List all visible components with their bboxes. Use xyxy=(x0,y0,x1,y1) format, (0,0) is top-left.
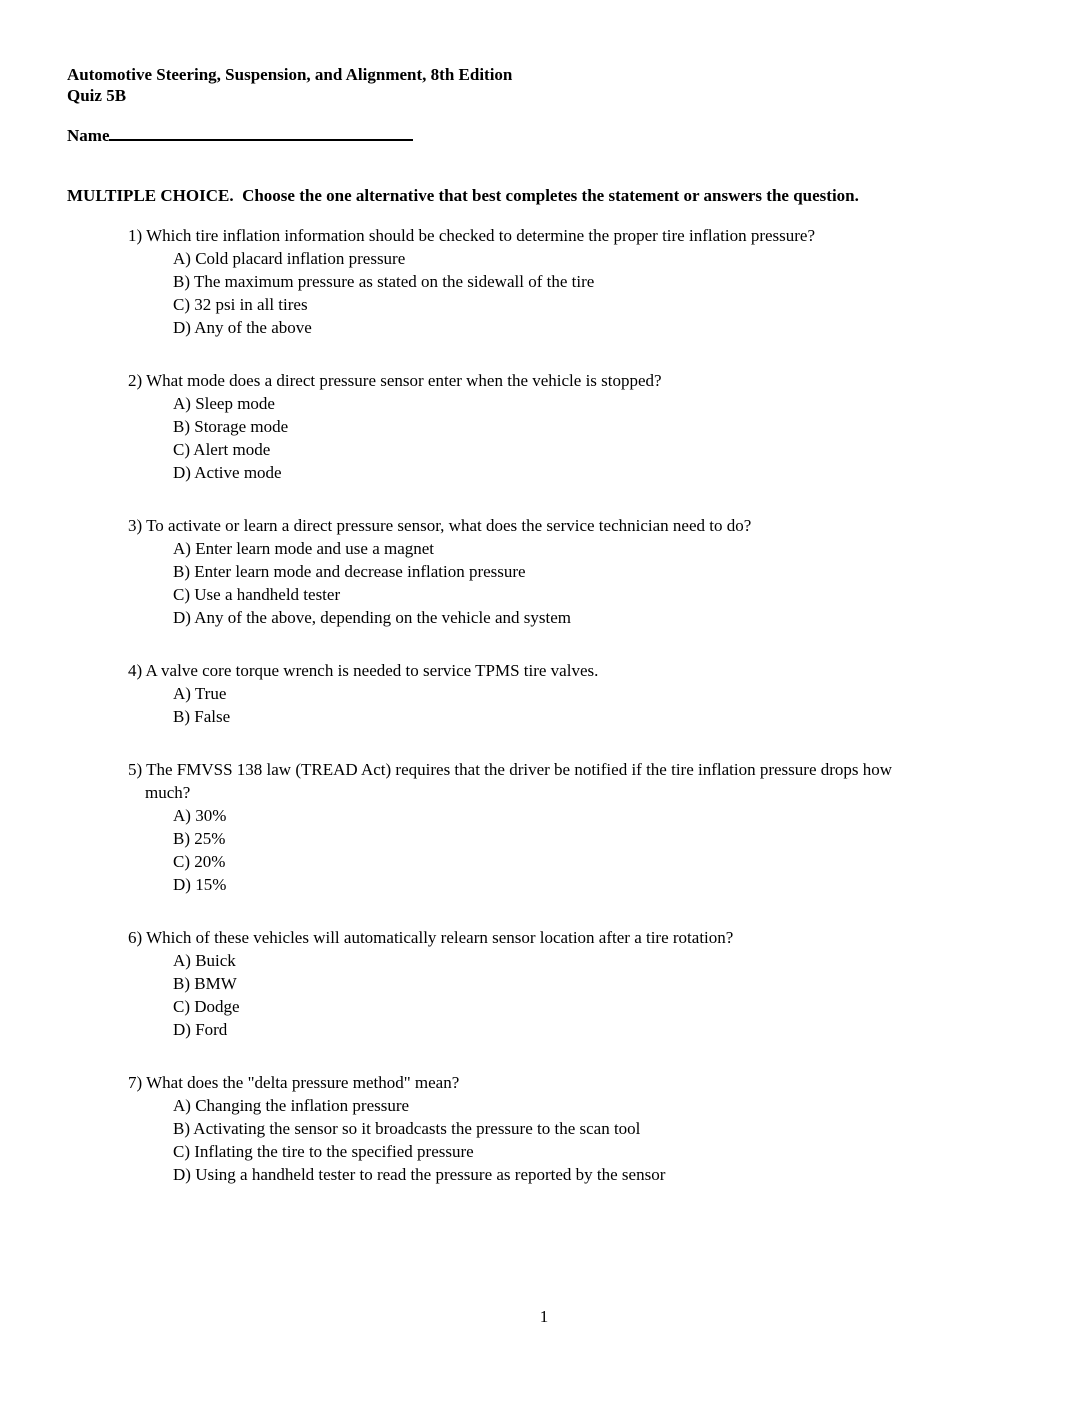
question-option: B) 25% xyxy=(173,829,226,848)
question-6 xyxy=(0,926,1088,1041)
document-header xyxy=(67,64,512,106)
question-option: B) Activating the sensor so it broadcasts the pressure to the scan tool xyxy=(173,1119,641,1138)
question-text: 2) What mode does a direct pressure sensor enter when the vehicle is stopped? xyxy=(128,371,662,390)
question-option: B) The maximum pressure as stated on the sidewall of the tire xyxy=(173,272,595,291)
question-3 xyxy=(0,514,1088,629)
name-blank-line xyxy=(109,121,413,141)
question-option: C) Dodge xyxy=(173,997,240,1016)
question-text: 1) Which tire inflation information should be checked to determine the proper tire inflation pressure? xyxy=(128,226,816,245)
question-option: A) Changing the inflation pressure xyxy=(173,1096,410,1115)
question-option: B) BMW xyxy=(173,974,237,993)
question-option: C) Alert mode xyxy=(173,440,271,459)
question-text-continuation: much? xyxy=(145,783,191,802)
question-text: 3) To activate or learn a direct pressure sensor, what does the service technician need to do? xyxy=(128,516,752,535)
question-option: C) Use a handheld tester xyxy=(173,585,341,604)
question-option: C) 32 psi in all tires xyxy=(173,295,308,314)
question-option: A) True xyxy=(173,684,227,703)
name-row xyxy=(67,121,413,146)
question-2 xyxy=(0,369,1088,484)
question-option: A) Sleep mode xyxy=(173,394,275,413)
question-text: 5) The FMVSS 138 law (TREAD Act) requires that the driver be notified if the tire inflation pressure drops how xyxy=(128,760,893,779)
question-5 xyxy=(0,758,1088,896)
question-option: C) Inflating the tire to the specified pressure xyxy=(173,1142,474,1161)
question-option: D) 15% xyxy=(173,875,227,894)
document-title: Automotive Steering, Suspension, and Alignment, 8th Edition xyxy=(67,65,513,84)
question-option: D) Any of the above xyxy=(173,318,312,337)
question-option: A) Buick xyxy=(173,951,236,970)
question-option: D) Active mode xyxy=(173,463,282,482)
question-1 xyxy=(0,224,1088,339)
question-text: 4) A valve core torque wrench is needed to service TPMS tire valves. xyxy=(128,661,599,680)
question-option: D) Using a handheld tester to read the pressure as reported by the sensor xyxy=(173,1165,666,1184)
questions-section xyxy=(0,224,1088,1216)
question-option: A) Enter learn mode and use a magnet xyxy=(173,539,435,558)
question-option: C) 20% xyxy=(173,852,226,871)
question-option: D) Any of the above, depending on the vehicle and system xyxy=(173,608,571,627)
question-4 xyxy=(0,659,1088,728)
question-text: 7) What does the "delta pressure method" mean? xyxy=(128,1073,460,1092)
quiz-label: Quiz 5B xyxy=(67,86,127,105)
question-option: A) 30% xyxy=(173,806,227,825)
question-option: B) Storage mode xyxy=(173,417,289,436)
question-7 xyxy=(0,1071,1088,1186)
question-text: 6) Which of these vehicles will automatically relearn sensor location after a tire rotation? xyxy=(128,928,734,947)
question-option: A) Cold placard inflation pressure xyxy=(173,249,406,268)
question-option: B) Enter learn mode and decrease inflation pressure xyxy=(173,562,526,581)
multiple-choice-instructions: MULTIPLE CHOICE. Choose the one alternative that best completes the statement or answers the question. xyxy=(67,186,859,205)
page-number: 1 xyxy=(539,1307,549,1326)
question-option: D) Ford xyxy=(173,1020,228,1039)
name-label: Name xyxy=(67,126,110,145)
question-option: B) False xyxy=(173,707,231,726)
